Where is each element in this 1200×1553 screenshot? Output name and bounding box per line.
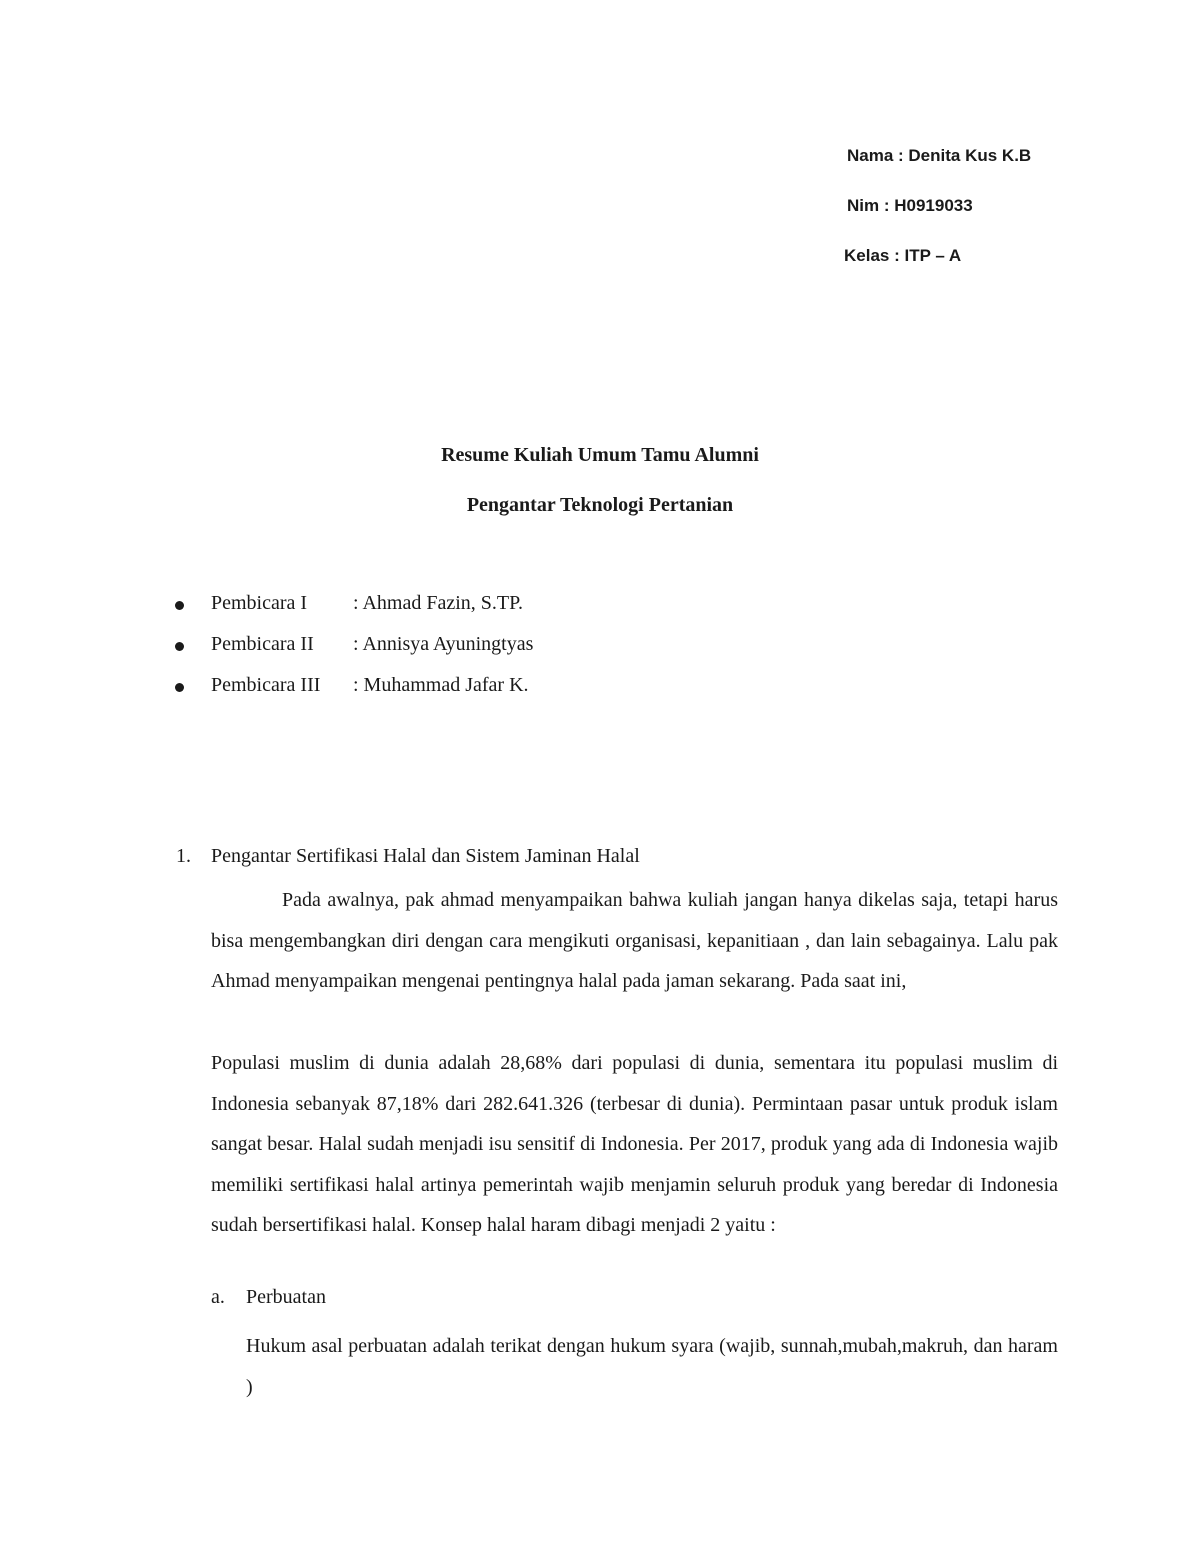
student-name: Nama : Denita Kus K.B [847,146,1032,165]
subsection-letter: a. [211,1286,225,1308]
student-nim: Nim : H0919033 [847,196,973,215]
speaker-role: Pembicara I [211,592,308,614]
paragraph-text: Pada awalnya, pak ahmad menyampaikan bahwa kuliah jangan hanya dikelas saja, tetapi harus bisa mengembangkan diri dengan cara mengikuti organisasi, kepanitiaan , dan lain sebagainya. Lalu pak Ahmad menyampaikan mengenai pentingnya halal pada jaman sekarang. Pada saat ini, [211,889,1058,993]
bullet-icon [175,642,184,651]
subsection-title: Perbuatan [246,1286,326,1308]
document-title: Resume Kuliah Umum Tamu Alumni [441,444,759,466]
speaker-name: : Ahmad Fazin, S.TP. [353,592,524,614]
paragraph-text: Hukum asal perbuatan adalah terikat dengan hukum syara (wajib, sunnah,mubah,makruh, dan haram ) [246,1335,1058,1398]
paragraph [211,880,1058,1002]
speaker-name: : Annisya Ayuningtyas [353,633,534,655]
bullet-icon [175,601,184,610]
subsection-paragraph [246,1326,1058,1407]
paragraph-text: Populasi muslim di dunia adalah 28,68% dari populasi di dunia, sementara itu populasi muslim di Indonesia sebanyak 87,18% dari 282.641.326 (terbesar di dunia). Permintaan pasar untuk produk islam sangat besar. Halal sudah menjadi isu sensitif di Indonesia. Per 2017, produk yang ada di Indonesia wajib memiliki sertifikasi halal artinya pemerintah wajib menjamin seluruh produk yang beredar di Indonesia sudah bersertifikasi halal. Konsep halal haram dibagi menjadi 2 yaitu : [211,1052,1058,1237]
bullet-icon [175,683,184,692]
speaker-role: Pembicara III [211,674,321,696]
document-subtitle: Pengantar Teknologi Pertanian [466,494,734,516]
speaker-name: : Muhammad Jafar K. [353,674,529,696]
speaker-role: Pembicara II [211,633,314,655]
section-title: Pengantar Sertifikasi Halal dan Sistem Jaminan Halal [211,845,640,867]
paragraph [211,1043,1058,1246]
student-class: Kelas : ITP – A [844,246,962,265]
section-number: 1. [176,845,191,867]
